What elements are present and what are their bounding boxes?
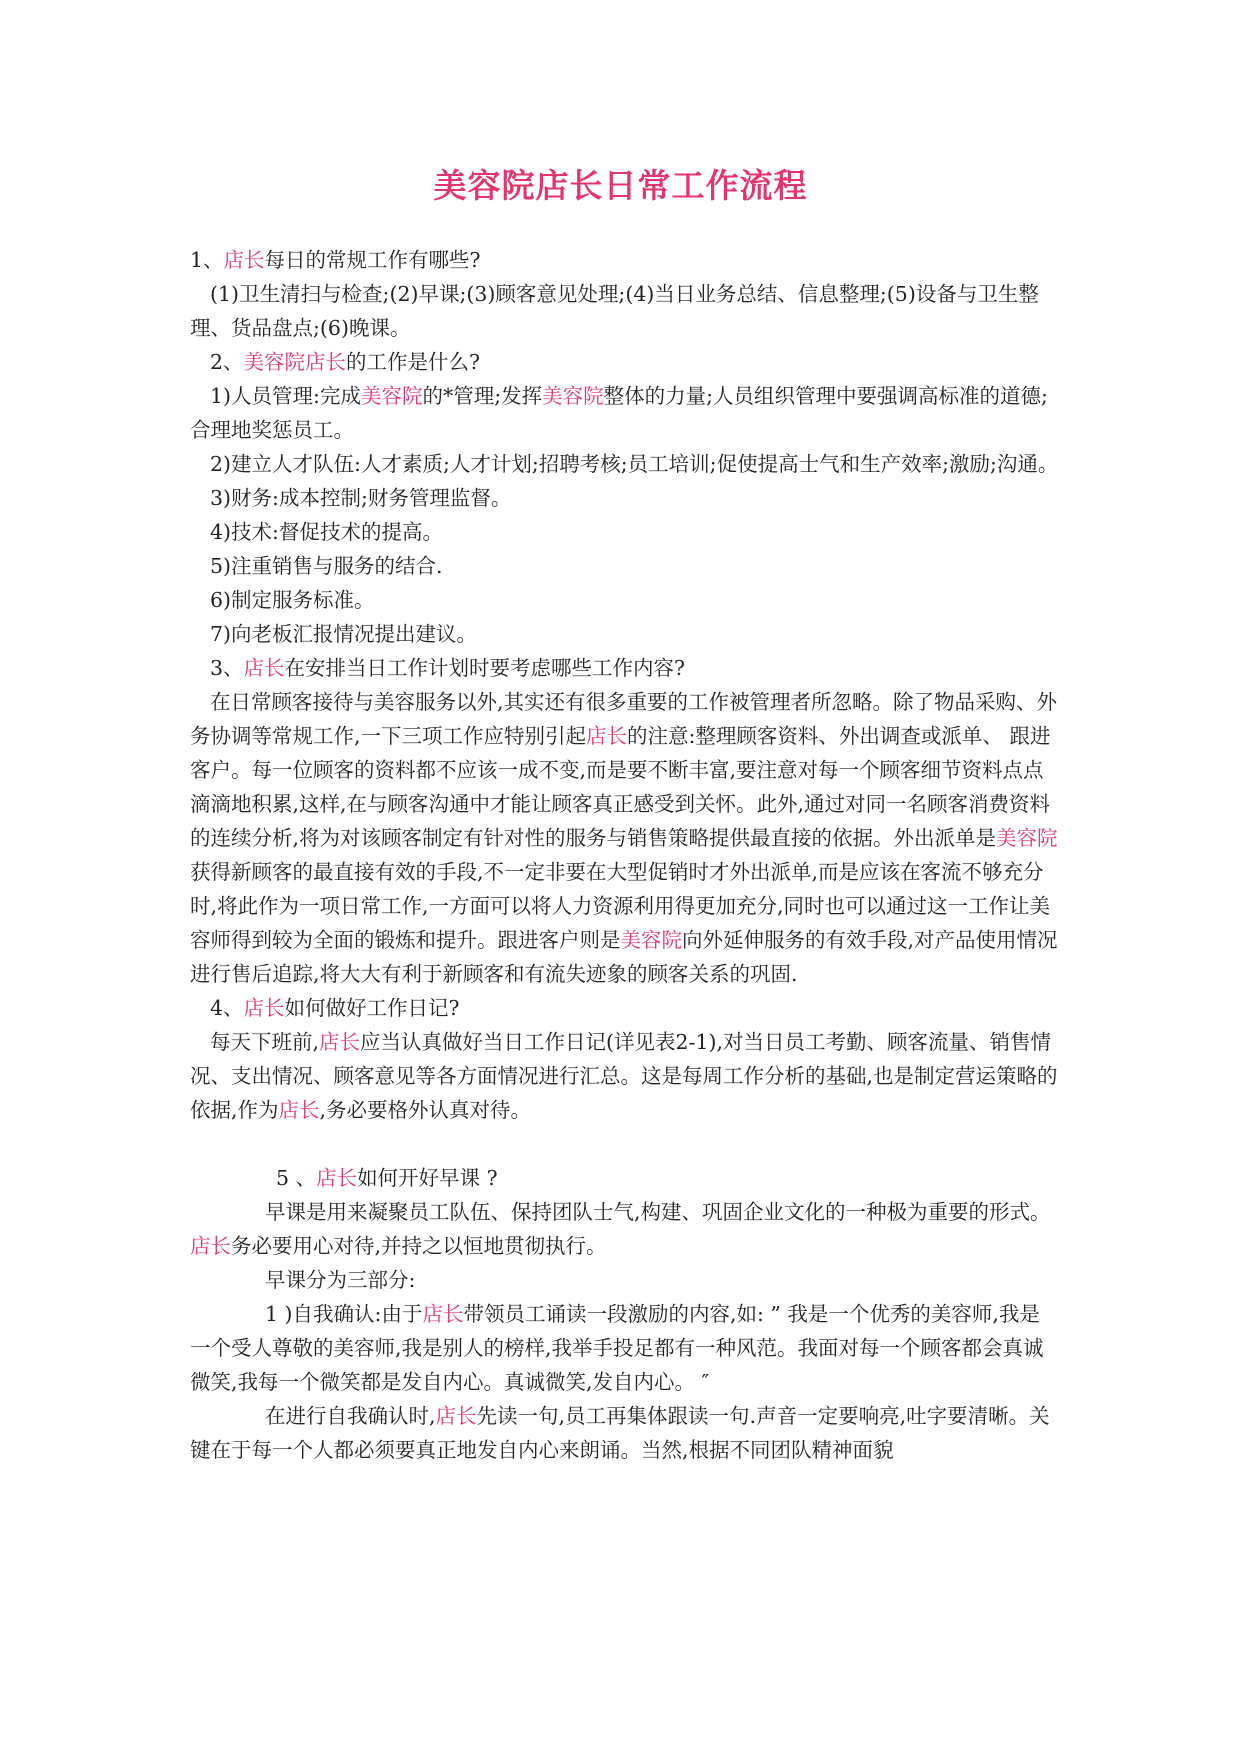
paragraph-q2-item-6 <box>190 583 1060 617</box>
text-segment: 整体的力量;人员组织管理中要强调高标准的道德;合理地奖惩员工。 <box>190 384 1048 442</box>
text-segment: ,务必要格外认真对待。 <box>319 1098 532 1122</box>
paragraph-q1-answer <box>190 277 1060 345</box>
document-title: 美容院店长日常工作流程 <box>433 166 808 205</box>
highlight-text: 美容院 <box>996 826 1058 850</box>
text-segment: 如何开好早课 ? <box>357 1166 498 1190</box>
paragraph-q2-item-1 <box>190 379 1060 447</box>
highlight-text: 美容院店长 <box>243 350 347 374</box>
text-segment: 在日常顾客接待与美容服务以外,其实还有很多重要的工作被管理者所忽略。除了物品采购、外务协调等常规工作,一下三项工作应特别引起 <box>190 690 1058 748</box>
paragraph-q2-item-3 <box>190 481 1060 515</box>
paragraph-q2-item-5 <box>190 549 1060 583</box>
highlight-text: 美容院 <box>620 928 682 952</box>
highlight-text: 店长 <box>319 1030 361 1054</box>
text-segment: 4)技术:督促技术的提高。 <box>210 520 443 544</box>
document-body <box>190 243 1060 1467</box>
text-segment: 1、 <box>190 248 224 272</box>
text-segment: 7)向老板汇报情况提出建议。 <box>210 622 478 646</box>
text-segment: 早课分为三部分: <box>265 1268 416 1292</box>
highlight-text: 店长 <box>316 1166 358 1190</box>
text-segment: 每天下班前, <box>210 1030 320 1054</box>
paragraph-q2-item-4 <box>190 515 1060 549</box>
text-segment: 应当认真做好当日工作日记(详见表2-1),对当日员工考勤、顾客流量、销售情况、支出情况、顾客意见等各方面情况进行汇总。这是每周工作分析的基础,也是制定营运策略的依据,作为 <box>190 1030 1058 1122</box>
text-segment: 3、 <box>210 656 244 680</box>
text-segment: 如何做好工作日记? <box>284 996 460 1020</box>
highlight-text: 美容院 <box>542 384 604 408</box>
text-segment: (1)卫生清扫与检查;(2)早课;(3)顾客意见处理;(4)当日业务总结、信息整理;(5)设备与卫生整理、货品盘点;(6)晚课。 <box>190 282 1039 340</box>
paragraph-q2-item-7 <box>190 617 1060 651</box>
paragraph-q5-heading <box>190 1161 1060 1195</box>
paragraph-q2-heading <box>190 345 1060 379</box>
text-segment: 早课是用来凝聚员工队伍、保持团队士气,构建、巩固企业文化的一种极为重要的形式。 <box>265 1200 1051 1224</box>
highlight-text: 店长 <box>190 1234 231 1258</box>
text-segment: 的*管理;发挥 <box>422 384 543 408</box>
text-segment: 2、 <box>210 350 244 374</box>
paragraph-q5-part-1-detail <box>190 1399 1060 1467</box>
paragraph-q5-intro <box>190 1195 1060 1263</box>
paragraph-q3-heading <box>190 651 1060 685</box>
paragraph-q5-parts <box>190 1263 1060 1297</box>
highlight-text: 店长 <box>586 724 628 748</box>
text-segment: 的注意:整理顾客资料、外出调查或派单、 跟进客户。每一位顾客的资料都不应该一成不变,而是要不断丰富,要注意对每一个顾客细节资料点点滴滴地积累,这样,在与顾客沟通中才能让顾客真正感受到关怀。此外,通过对同一名顾客消费资料的连续分析,将为对该顾客制定有针对性的服务与销售策略提供最直接的依据。外出派单是 <box>190 724 1051 850</box>
text-segment: 5 、 <box>276 1166 317 1190</box>
highlight-text: 店长 <box>278 1098 320 1122</box>
paragraph-q4-answer <box>190 1025 1060 1127</box>
highlight-text: 店长 <box>422 1302 464 1326</box>
paragraph-q5-part-1 <box>190 1297 1060 1399</box>
text-segment: 先读一句,员工再集体跟读一句.声音一定要响亮,吐字要清晰。关键在于每一个人都必须要真正地发自内心来朗诵。当然,根据不同团队精神面貌 <box>190 1404 1050 1462</box>
text-segment: 1 )自我确认:由于 <box>265 1302 423 1326</box>
text-segment: 5)注重销售与服务的结合. <box>210 554 443 578</box>
text-segment: 1)人员管理:完成 <box>210 384 361 408</box>
paragraph-q1-heading <box>190 243 1060 277</box>
text-segment: 3)财务:成本控制;财务管理监督。 <box>210 486 512 510</box>
highlight-text: 店长 <box>243 996 285 1020</box>
text-segment: 带领员工诵读一段激励的内容,如: ” 我是一个优秀的美容师,我是一个受人尊敬的美容师,我是别人的榜样,我举手投足都有一种风范。我面对每一个顾客都会真诚微笑,我每一个微笑都是发自内心。真诚微笑,发自内心。 ″ <box>190 1302 1044 1394</box>
highlight-text: 美容院 <box>360 384 423 408</box>
text-segment: 6)制定服务标准。 <box>210 588 375 612</box>
text-segment: 获得新顾客的最直接有效的手段,不一定非要在大型促销时才外出派单,而是应该在客流不够充分时,将此作为一项日常工作,一方面可以将人力资源利用得更加充分,同时也可以通过这一工作让美容师得到较为全面的锻炼和提升。跟进客户则是 <box>190 860 1051 952</box>
text-segment: 在安排当日工作计划时要考虑哪些工作内容? <box>284 656 686 680</box>
text-segment: 4、 <box>210 996 244 1020</box>
paragraph-q2-item-2 <box>190 447 1060 481</box>
text-segment: 向外延伸服务的有效手段,对产品使用情况进行售后追踪,将大大有利于新顾客和有流失迹象的顾客关系的巩固. <box>190 928 1058 986</box>
text-segment: 务必要用心对待,并持之以恒地贯彻执行。 <box>231 1234 607 1258</box>
paragraph-q4-heading <box>190 991 1060 1025</box>
text-segment: 2)建立人才队伍:人才素质;人才计划;招聘考核;员工培训;促使提高士气和生产效率;激励;沟通。 <box>210 452 1059 476</box>
highlight-text: 店长 <box>243 656 285 680</box>
text-segment: 每日的常规工作有哪些? <box>264 248 481 272</box>
text-segment: 在进行自我确认时, <box>265 1404 436 1428</box>
highlight-text: 店长 <box>223 248 265 272</box>
text-segment: 的工作是什么? <box>346 350 481 374</box>
paragraph-q3-answer <box>190 685 1060 991</box>
highlight-text: 店长 <box>435 1404 477 1428</box>
